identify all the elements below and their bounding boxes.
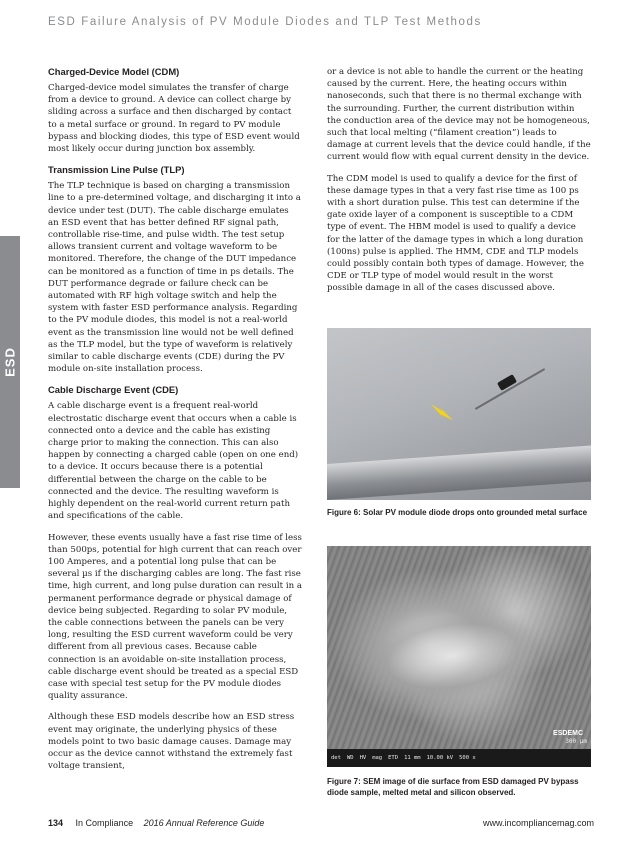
sem-info-item: det xyxy=(331,755,341,761)
publication-name: In Compliance xyxy=(75,818,134,828)
running-header: ESD Failure Analysis of PV Module Diodes and TLP Test Methods xyxy=(48,16,482,28)
right-column xyxy=(327,66,591,304)
guide-title: 2016 Annual Reference Guide xyxy=(143,818,265,828)
melted-region xyxy=(362,605,541,708)
sem-info-bar xyxy=(327,749,591,767)
website-link[interactable]: www.incompliancemag.com xyxy=(482,818,594,828)
sem-info-item: 500 x xyxy=(459,755,476,761)
sem-scale-bar: 300 µm xyxy=(565,738,587,745)
figure-7-sem-image xyxy=(327,546,591,767)
heading-tlp: Transmission Line Pulse (TLP) xyxy=(48,164,185,176)
sem-info-item: mag xyxy=(372,755,383,761)
metal-surface-edge xyxy=(327,446,591,500)
paragraph-right-1: or a device is not able to handle the current or the heating caused by the current. Here, the heating occurs within nanoseconds, such that there is no thermal exchange with the surrounding. Further, the current distribution within the conduction area of the device may not be homogeneous, such that local melting (“filament creation”) leads to damage at current levels that the device could handle, if the current would flow with equal current density in the device. xyxy=(327,67,591,163)
sem-info-item: HV xyxy=(359,755,367,761)
figure-7-caption: Figure 7: SEM image of die surface from ESD damaged PV bypass diode sample, melted metal and silicon observed. xyxy=(327,777,579,797)
paragraph-cde-2: However, these events usually have a fast rise time of less than 500ps, potential for high current that can reach over 100 Amperes, and a potential long pulse that can be several µs if the discharging cables are long. The fast rise time, high current, and long pulse duration can result in a permanent performance degrade or physical damage of device being subjected. Regarding to solar PV module, the cable connections between the panels can be very long, resulting the ESD current waveform could be very different from all previous cases. Because cable connection is an avoidable on-site installation process, cable discharge event should be treated as a special ESD case with special test setup for the PV module diodes quality assurance. xyxy=(48,532,302,702)
section-side-tab xyxy=(0,236,20,488)
sem-info-item: WD xyxy=(346,755,354,761)
page-number: 134 xyxy=(48,818,64,828)
heading-cde: Cable Discharge Event (CDE) xyxy=(48,384,179,396)
paragraph-cde-1: A cable discharge event is a frequent real-world electrostatic discharge event that occurs when a cable is connected onto a device and the cable has existing charge prior to making the connection. This can also happen by connecting a charged cable (open on one end) to a device. It occurs because there is a potential differential between the charge on the cable to be connected and the device. The resulting waveform is highly dependent on the real-world current return path and specifications of the cable. xyxy=(48,401,299,522)
lightning-bolt-icon xyxy=(431,398,453,428)
heading-cdm: Charged-Device Model (CDM) xyxy=(48,66,180,77)
figure-6-caption: Figure 6: Solar PV module diode drops onto grounded metal surface xyxy=(327,508,588,517)
side-tab-label: ESD xyxy=(2,347,18,377)
paragraph-tlp: The TLP technique is based on charging a transmission line to a pre-determined voltage, and discharging it into a device under test (DUT). The cable discharge emulates an ESD event that has better defined RF signal path, controllable rise-time, and pulse width. The test setup allows transient current and voltage waveform to be monitored. Therefore, the change of the DUT impedance can be monitored as a function of time in ps details. The DUT performance degrade or failure check can be automated with RF high voltage switch and help the system with faster ESD performance analysis. Regarding to the PV module diodes, this model is not a real-world event as the transmission line would not be well defined as the TLP model, but the type of waveform is relatively similar to cable discharge events (CDE) during the PV module on-site installation process. xyxy=(48,181,301,375)
page-footer xyxy=(48,818,594,828)
figure-6-photo xyxy=(327,328,591,500)
paragraph-right-2: The CDM model is used to qualify a device for the first of these damage types in that a very fast rise time as 100 ps with a short duration pulse. This test can determine if the gate oxide layer of a component is susceptible to a CDM type of event. The HBM model is used to qualify a device for the latter of the damage types in which a long duration (100ns) pulse is applied. The HMM, CDE and TLP models could possibly contain both types of damage. However, the CDE or TLP type of model would result in the worst possible damage in all of the cases discussed above. xyxy=(327,173,584,294)
paragraph-cdm: Charged-device model simulates the transfer of charge from a device to ground. A device can collect charge by sliding across a surface and then discharged by contact to a metal surface or ground. In regard to PV module bypass and blocking diodes, this type of ESD event would most likely occur during junction box assembly. xyxy=(48,83,300,155)
left-column xyxy=(48,66,302,781)
sem-info-item: 10.00 kV xyxy=(426,755,454,761)
sem-info-item: ETD xyxy=(388,755,399,761)
sem-logo: ESDEMC xyxy=(553,730,583,737)
paragraph-cde-3: Although these ESD models describe how an ESD stress event may originate, the underlying physics of these models point to two basic damage causes. Damage may occur as the device cannot withstand the extremely fast voltage transient, xyxy=(48,712,295,772)
sem-info-item: 11 mm xyxy=(404,755,421,761)
